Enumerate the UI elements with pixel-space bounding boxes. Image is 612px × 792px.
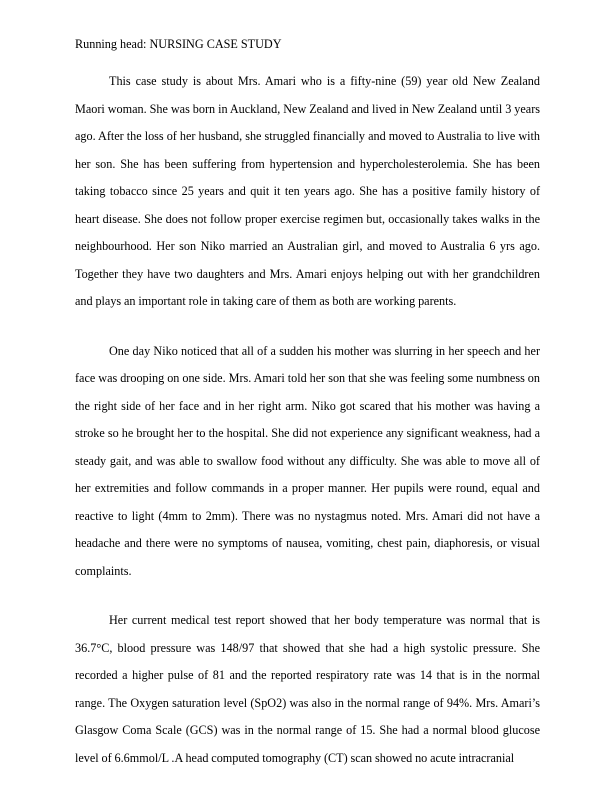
- paragraph-presenting-symptoms: One day Niko noticed that all of a sudden his mother was slurring in her speech and her face was drooping on one side. Mrs. Amari told her son that she was feeling some numbness on the right side of her face and in her right arm. Niko got scared that his mother was having a stroke so he brought her to the hospital. She did not experience any significant weakness, had a steady gait, and was able to swallow food without any difficulty. She was able to move all of her extremities and follow commands in a proper manner. Her pupils were round, equal and reactive to light (4mm to 2mm). There was no nystagmus noted. Mrs. Amari did not have a headache and there were no symptoms of nausea, vomiting, chest pain, diaphoresis, or visual complaints.: [75, 343, 540, 578]
- paragraph-test-results: Her current medical test report showed that her body temperature was normal that is 36.7°C, blood pressure was 148/97 that showed that she had a high systolic pressure. She recorded a higher pulse of 81 and the reported respiratory rate was 14 that is in the normal range. The Oxygen saturation level (SpO2) was also in the normal range of 94%. Mrs. Amari’s Glasgow Coma Scale (GCS) was in the normal range of 15. She had a normal blood glucose level of 6.6mmol/L .A head computed tomography (CT) scan showed no acute intracranial: [75, 613, 540, 765]
- running-head: Running head: NURSING CASE STUDY: [75, 37, 282, 51]
- document-body: [75, 68, 540, 772]
- paragraph-case-background: This case study is about Mrs. Amari who is a fifty-nine (59) year old New Zealand Maori woman. She was born in Auckland, New Zealand and lived in New Zealand until 3 years ago. After the loss of her husband, she struggled financially and moved to Australia to live with her son. She has been suffering from hypertension and hypercholesterolemia. She has been taking tobacco since 25 years and quit it ten years ago. She has a positive family history of heart disease. She does not follow proper exercise regimen but, occasionally takes walks in the neighbourhood. Her son Niko married an Australian girl, and moved to Australia 6 yrs ago. Together they have two daughters and Mrs. Amari enjoys helping out with her grandchildren and plays an important role in taking care of them as both are working parents.: [75, 74, 540, 308]
